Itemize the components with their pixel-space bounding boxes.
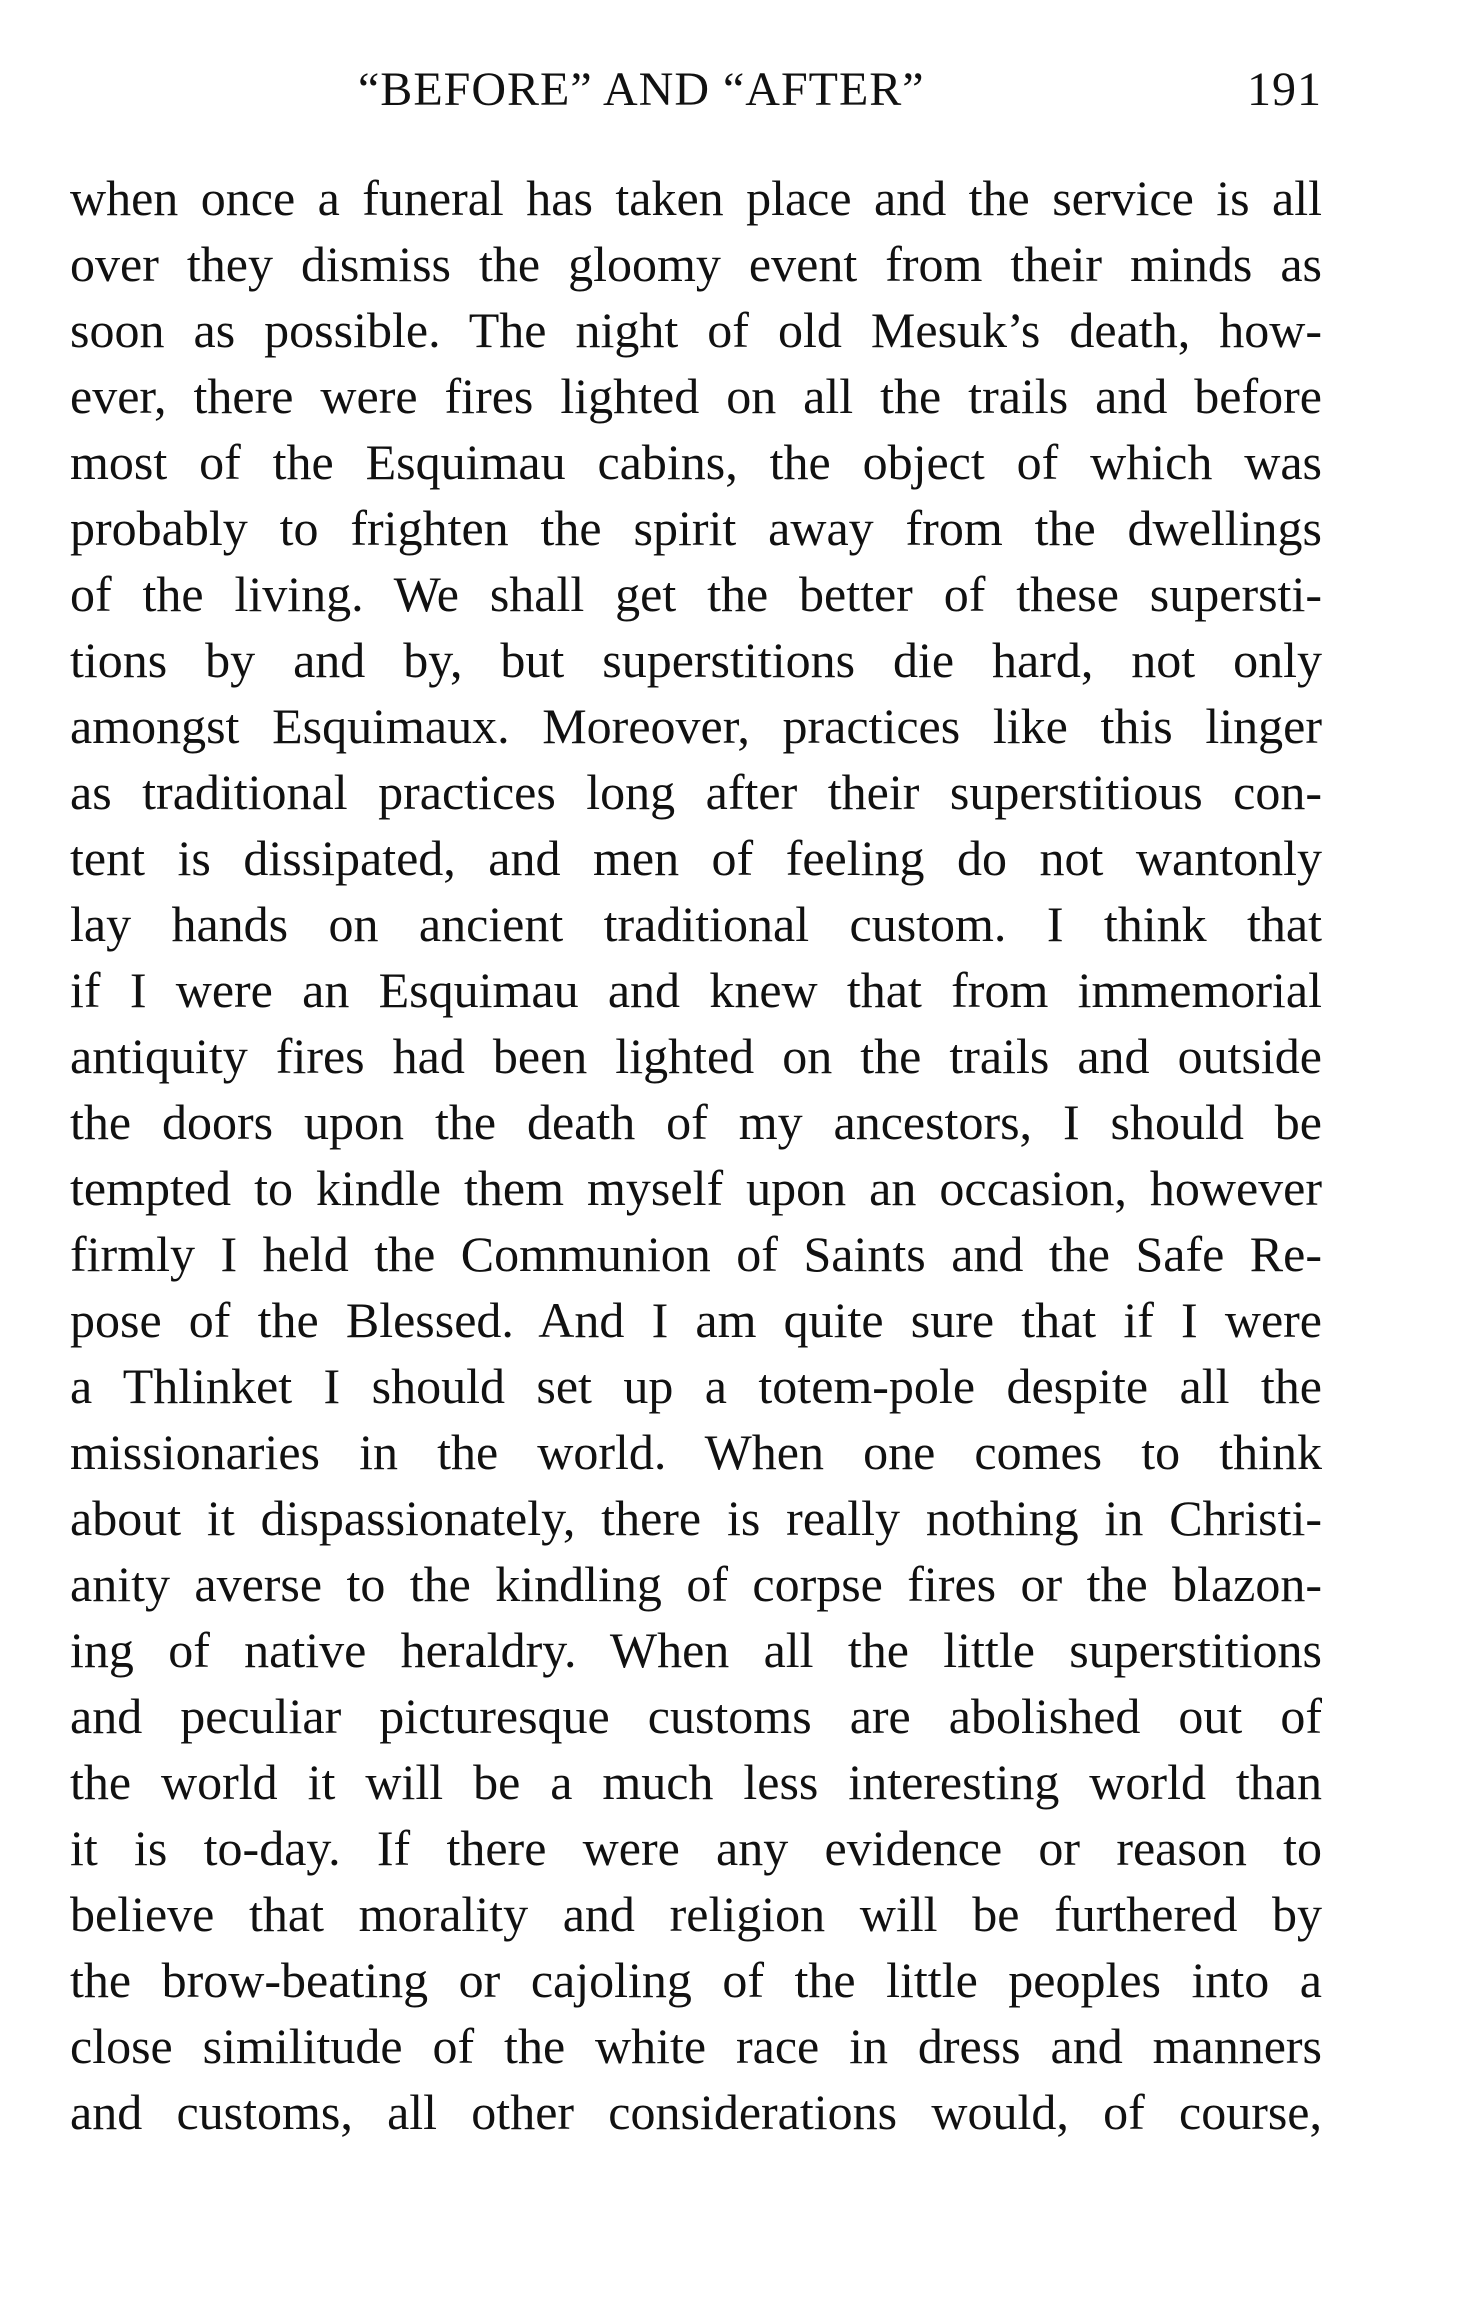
body-text <box>70 165 1322 2145</box>
page-number: 191 <box>1247 63 1322 116</box>
text-line: lay hands on ancient traditional custom. I think that <box>70 896 1322 952</box>
text-line: tions by and by, but superstitions die hard, not only <box>70 632 1322 688</box>
text-line: if I were an Esquimau and knew that from immemorial <box>70 962 1322 1018</box>
text-line: a Thlinket I should set up a totem-pole despite all the <box>70 1358 1322 1414</box>
text-line: amongst Esquimaux. Moreover, practices like this linger <box>70 698 1322 754</box>
text-line: believe that morality and religion will be furthered by <box>70 1886 1322 1942</box>
text-line: about it dispassionately, there is really nothing in Christi- <box>70 1490 1322 1546</box>
text-line: close similitude of the white race in dress and manners <box>70 2018 1322 2074</box>
text-line: pose of the Blessed. And I am quite sure that if I were <box>70 1292 1322 1348</box>
text-line: firmly I held the Communion of Saints and the Safe Re- <box>70 1226 1322 1282</box>
text-line: the brow-beating or cajoling of the little peoples into a <box>70 1952 1322 2008</box>
text-line: tempted to kindle them myself upon an occasion, however <box>70 1160 1322 1216</box>
text-line: and peculiar picturesque customs are abolished out of <box>70 1688 1322 1744</box>
running-header <box>0 62 1475 122</box>
text-line: antiquity fires had been lighted on the trails and outside <box>70 1028 1322 1084</box>
text-line: the doors upon the death of my ancestors, I should be <box>70 1094 1322 1150</box>
text-line: ing of native heraldry. When all the little superstitions <box>70 1622 1322 1678</box>
text-line: probably to frighten the spirit away from the dwellings <box>70 500 1322 556</box>
text-line: when once a funeral has taken place and the service is all <box>70 170 1322 226</box>
text-line: the world it will be a much less interesting world than <box>70 1754 1322 1810</box>
text-line: missionaries in the world. When one comes to think <box>70 1424 1322 1480</box>
text-line: as traditional practices long after their superstitious con- <box>70 764 1322 820</box>
text-line: and customs, all other considerations would, of course, <box>70 2084 1322 2140</box>
text-line: anity averse to the kindling of corpse fires or the blazon- <box>70 1556 1322 1612</box>
text-line: soon as possible. The night of old Mesuk’s death, how- <box>70 302 1322 358</box>
running-title: “BEFORE” AND “AFTER” <box>358 63 925 116</box>
text-line: most of the Esquimau cabins, the object of which was <box>70 434 1322 490</box>
text-line: tent is dissipated, and men of feeling do not wantonly <box>70 830 1322 886</box>
text-line: it is to-day. If there were any evidence or reason to <box>70 1820 1322 1876</box>
text-line: of the living. We shall get the better of these supersti- <box>70 566 1322 622</box>
text-line: ever, there were fires lighted on all the trails and before <box>70 368 1322 424</box>
text-line: over they dismiss the gloomy event from their minds as <box>70 236 1322 292</box>
